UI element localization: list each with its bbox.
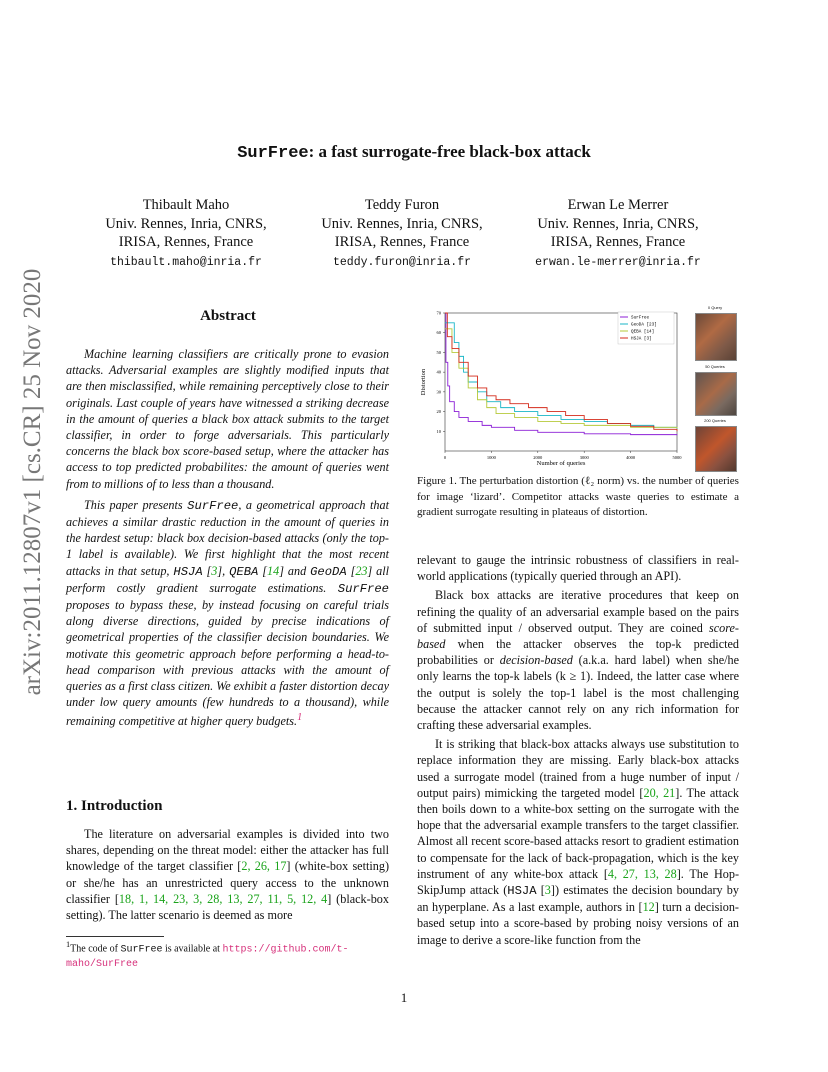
legend-entry: SurFree (631, 315, 650, 321)
right-column-text: relevant to gauge the intrinsic robustness of classifiers in real-world applications (typically queried through an API). Black box attacks are iterative procedures that keep on refining the quality of an adversarial example based on the pairs of submitted input / observed output. They are coined score-based when the attacker observes the top-k predicted probabilities or decision-based (a.k.a. hard label) when she/he only learns the top-k labels (k ≥ 1). Indeed, the latter case where the output is solely the top-1 label is the most challenging because the attacker cannot rely on any rich information for crafting these adversarial examples. It is striking that black-box attacks always use substitution to replace information they are missing. Early black-box attacks used a surrogate model (trained from a huge number of input / output pairs) mimicking the targeted model [20, 21]. The attack then boils down to a white-box setting on the surrogate with the hope that the adversarial example transfers to the target classifier. Almost all recent score-based attacks resort to gradient estimation to compensate for the lack of back-propagation, which is the key instrument of any white-box attack [4, 27, 13, 28]. The Hop-SkipJump attack (HSJA [3]) estimates the decision boundary by an hyperplane. As a last example, authors in [12] turn a decision-based setup into a score-based by probing noisy versions of an image to derive a score-like function from the (417, 553, 740, 947)
x-tick-label: 0 (443, 455, 447, 460)
y-tick-label: 70 (436, 310, 441, 316)
arxiv-identifier: arXiv:2011.12807v1 [cs.CR] 25 Nov 2020 (19, 268, 46, 696)
lizard-image (695, 426, 737, 472)
abstract-body (66, 346, 389, 730)
intro-paragraph: The literature on adversarial examples is divided into two shares, depending on the threat model: either the attacker has full knowledge of the target classifier [2, 26, 17] (white-box setting) or she/he has an unrestricted query access to the unknown classifier [18, 1, 14, 23, 3, 28, 13, 27, 11, 5, 12, 4] (black-box setting). The latter scenario is deemed as more (66, 827, 389, 923)
figure-caption: Figure 1. The perturbation distortion (ℓ₂ norm) vs. the number of queries for image ‘lizard’. Competitor attacks waste queries to estimate a gradient surrogate resulting in plateaus of distortion. (417, 475, 739, 518)
y-tick-label: 10 (436, 428, 441, 434)
section-heading: 1. Introduction (66, 798, 163, 814)
github-link[interactable]: https://github.com/t-maho/SurFree (66, 944, 349, 971)
thumb-label: 0 Query (707, 305, 723, 310)
x-tick-label: 1000 (486, 455, 496, 460)
figure-1 (415, 305, 741, 475)
x-tick-label: 2000 (533, 455, 543, 460)
paper-title: SurFree: a fast surrogate-free black-box attack (237, 142, 591, 163)
author-block: Teddy Furon Univ. Rennes, Inria, CNRS, IRISA, Rennes, France teddy.furon@inria.fr (321, 197, 483, 269)
page-number: 1 (400, 990, 408, 1005)
abstract-heading: Abstract (200, 308, 256, 324)
distortion-chart (415, 305, 683, 473)
y-tick-label: 30 (436, 389, 441, 395)
footnote: $^1$The code of SurFree is available at https://github.com/t-maho/SurFree (66, 940, 349, 971)
footnote-rule (66, 936, 164, 937)
author-block: Thibault Maho Univ. Rennes, Inria, CNRS, IRISA, Rennes, France thibault.maho@inria.fr (105, 197, 267, 269)
y-axis-label: Distortion (420, 368, 427, 396)
thumb-label: 50 Queries (705, 364, 725, 369)
abstract-paragraph: This paper presents SurFree, a geometrical approach that achieves a similar drastic reduction in the amount of queries in the hardest setup: black box decision-based attacks (only the top-1 label is available). We first highlight that the most recent attacks in that setup, HSJA [3], QEBA [14] and GeoDA [23] all perform costly gradient surrogate estimations. SurFree proposes to bypass these, by instead focusing on careful trials along diverse directions, guided by precise indications of geometrical properties of the classifier decision boundaries. We motivate this geometric approach before performing a head-to-head comparison with previous attacks with the amount of queries as a first class citizen. We exhibit a faster distortion decay under low query amounts (few hundreds to a thousand), while remaining competitive at higher query budgets.$^1$ (66, 497, 390, 729)
lizard-image (695, 313, 737, 361)
y-tick-label: 50 (436, 349, 441, 355)
x-tick-label: 3000 (579, 455, 589, 460)
thumbnail-strip (689, 305, 741, 473)
y-tick-label: 40 (436, 369, 441, 375)
author-block: Erwan Le Merrer Univ. Rennes, Inria, CNRS, IRISA, Rennes, France erwan.le-merrer@inria.fr (535, 197, 701, 269)
y-tick-label: 60 (436, 330, 441, 336)
footnote-marker[interactable]: 1 (297, 712, 303, 724)
legend-entry: QEBA [14] (631, 329, 655, 335)
abstract-paragraph: Machine learning classifiers are critically prone to evasion attacks. Adversarial examples are slightly modified inputs that are then misclassified, while remaining perceptively close to their originals. Last couple of years have witnessed a striking decrease in the amount of queries a black box attack submits to the target classifier, in order to forge adversarials. This particularly concerns the black box score-based setup, where the attacker has access to top predicted probabilites: the amount of queries went from to millions of to less than a thousand. (66, 347, 389, 491)
legend-entry: GeoDA [23] (631, 322, 657, 328)
y-tick-label: 20 (436, 409, 441, 415)
thumb-label: 200 Queries (704, 418, 726, 423)
x-tick-label: 5000 (672, 455, 682, 460)
x-tick-label: 4000 (626, 455, 636, 460)
legend-entry: HSJA [3] (631, 336, 652, 342)
lizard-image (695, 372, 737, 416)
x-axis-label: Number of queries (536, 460, 586, 467)
